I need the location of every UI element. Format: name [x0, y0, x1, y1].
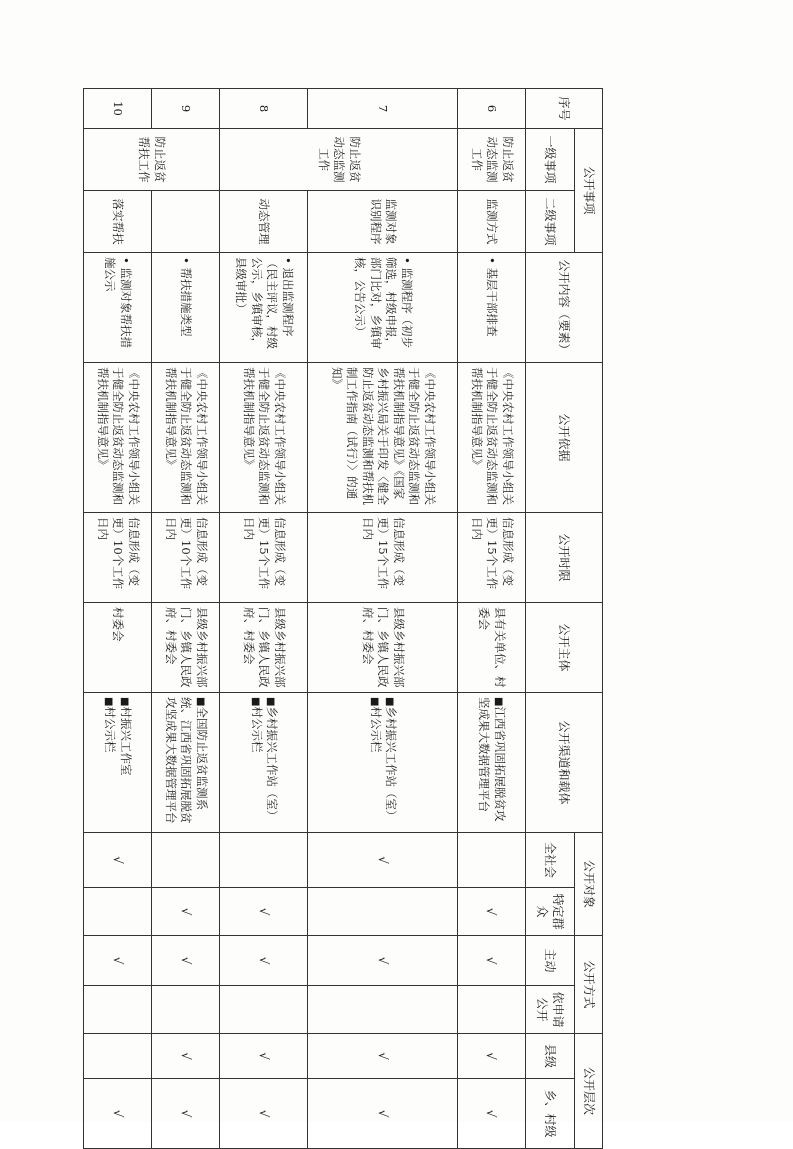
- cell-county: √: [219, 1034, 307, 1079]
- square-bullet-icon: ■: [492, 697, 504, 707]
- cell-level2: [151, 191, 219, 253]
- square-bullet-icon: ■: [119, 697, 130, 707]
- header-level: 公开层次: [575, 1034, 603, 1149]
- header-method-active: 主动: [525, 936, 574, 986]
- cell-level2: 监测方式: [457, 191, 525, 253]
- header-seq: 序号: [525, 89, 602, 129]
- header-channel: 公开渠道和载体: [525, 693, 602, 833]
- header-audience: 公开对象: [575, 833, 603, 936]
- channel-item: ■乡村振兴工作站（室）: [384, 697, 399, 822]
- cell-level2: 动态管理: [219, 191, 307, 253]
- cell-content: • 监测程序（初步筛选，村级申报，部门比对，乡镇审核，公告公示）: [308, 253, 458, 363]
- header-method-request: 依申请公开: [525, 986, 574, 1034]
- cell-level1: 防止返贫动态监测工作: [457, 129, 525, 191]
- header-content: 公开内容（要素）: [525, 253, 602, 363]
- square-bullet-icon: ■: [384, 697, 396, 707]
- rotated-table-wrapper: [83, 88, 603, 1138]
- table-row: [219, 89, 307, 1149]
- cell-seq: 6: [457, 89, 525, 129]
- cell-subject: 县级乡村振兴部门、乡镇人民政府、村委会: [219, 603, 307, 693]
- cell-active: √: [84, 936, 152, 986]
- channel-item: ■全国防止返贫监测系统、江西省巩固拓展脱贫攻坚成果大数据管理平台: [163, 697, 209, 824]
- table-row: [84, 89, 152, 1149]
- cell-village: √: [151, 1079, 219, 1149]
- cell-active: √: [308, 936, 458, 986]
- cell-basis: 《中央农村工作领导小组关于健全防止返贫动态监测和帮扶机制指导意见》《国家乡村振兴局关于印发〈健全防止返贫动态监测和帮扶机制工作指南（试行）〉的通知》: [308, 363, 458, 513]
- cell-seq: 7: [308, 89, 458, 129]
- cell-county: √: [457, 1034, 525, 1079]
- cell-village: √: [84, 1079, 152, 1149]
- cell-content: • 退出监测程序（民主评议，村级公示，乡镇审核，县级审批）: [219, 253, 307, 363]
- header-level2: 二级事项: [525, 191, 574, 253]
- channel-item: ■村公示栏: [103, 697, 118, 753]
- cell-content: • 基层干部排查: [457, 253, 525, 363]
- cell-time-limit: 信息形成（变更）15个工作日内: [219, 513, 307, 603]
- cell-channel: [84, 693, 152, 833]
- header-row-1: [575, 89, 603, 1149]
- square-bullet-icon: ■: [249, 697, 261, 707]
- header-subject: 公开主体: [525, 603, 602, 693]
- header-audience-specific: 特定群众: [525, 888, 574, 936]
- header-level-village: 乡、村级: [525, 1079, 574, 1149]
- cell-level2: 落实帮扶: [84, 191, 152, 253]
- header-basis: 公开依据: [525, 363, 602, 513]
- cell-county: √: [308, 1034, 458, 1079]
- table-row: [457, 89, 525, 1149]
- header-audience-all: 全社会: [525, 833, 574, 888]
- cell-village: √: [219, 1079, 307, 1149]
- cell-basis: 《中央农村工作领导小组关于健全防止返贫动态监测和帮扶机制指导意见》: [219, 363, 307, 513]
- cell-active: √: [219, 936, 307, 986]
- disclosure-table: [83, 88, 603, 1149]
- cell-county: [84, 1034, 152, 1079]
- cell-content: • 帮扶措施类型: [151, 253, 219, 363]
- cell-content: • 监测对象帮扶措施公示: [84, 253, 152, 363]
- channel-item: ■村振兴工作室: [119, 697, 133, 776]
- cell-basis: 《中央农村工作领导小组关于健全防止返贫动态监测和帮扶机制指导意见》: [84, 363, 152, 513]
- cell-audience-all: [457, 833, 525, 888]
- cell-active: √: [151, 936, 219, 986]
- cell-request: [308, 986, 458, 1034]
- cell-county: √: [151, 1034, 219, 1079]
- cell-channel: [219, 693, 307, 833]
- channel-item: ■村公示栏: [368, 697, 383, 753]
- cell-subject: 县级乡村振兴部门、乡镇人民政府、村委会: [308, 603, 458, 693]
- channel-item: ■江西省巩固拓展脱贫攻坚成果大数据管理平台: [477, 697, 507, 822]
- table-row: [308, 89, 458, 1149]
- cell-basis: 《中央农村工作领导小组关于健全防止返贫动态监测和帮扶机制指导意见》: [457, 363, 525, 513]
- cell-audience-specific: [84, 888, 152, 936]
- channel-item: ■乡村振兴工作站（室）: [265, 697, 280, 822]
- square-bullet-icon: ■: [368, 697, 380, 707]
- cell-level1: 防止返贫动态监测工作: [219, 129, 457, 191]
- cell-audience-all: [151, 833, 219, 888]
- cell-audience-specific: √: [151, 888, 219, 936]
- cell-request: [151, 986, 219, 1034]
- header-level1: 一级事项: [525, 129, 574, 191]
- square-bullet-icon: ■: [265, 697, 277, 707]
- header-items: 公开事项: [575, 129, 603, 253]
- cell-time-limit: 信息形成（变更）15个工作日内: [457, 513, 525, 603]
- table-row: [151, 89, 219, 1149]
- square-bullet-icon: ■: [194, 697, 206, 707]
- cell-seq: 9: [151, 89, 219, 129]
- cell-channel: [457, 693, 525, 833]
- cell-audience-all: √: [84, 833, 152, 888]
- cell-audience-specific: √: [219, 888, 307, 936]
- cell-subject: 村委会: [84, 603, 152, 693]
- cell-channel: [308, 693, 458, 833]
- cell-audience-specific: √: [457, 888, 525, 936]
- cell-subject: 县有关单位、村委会: [457, 603, 525, 693]
- square-bullet-icon: ■: [103, 697, 115, 707]
- cell-request: [219, 986, 307, 1034]
- cell-village: √: [308, 1079, 458, 1149]
- cell-audience-specific: [308, 888, 458, 936]
- cell-audience-all: [219, 833, 307, 888]
- cell-request: [457, 986, 525, 1034]
- cell-level1: 防止返贫帮扶工作: [84, 129, 220, 191]
- channel-item: ■村公示栏: [249, 697, 264, 753]
- cell-time-limit: 信息形成（变更）10个工作日内: [151, 513, 219, 603]
- header-time-limit: 公开时限: [525, 513, 602, 603]
- cell-audience-all: √: [308, 833, 458, 888]
- cell-basis: 《中央农村工作领导小组关于健全防止返贫动态监测和帮扶机制指导意见》: [151, 363, 219, 513]
- header-method: 公开方式: [575, 936, 603, 1034]
- cell-channel: [151, 693, 219, 833]
- cell-active: √: [457, 936, 525, 986]
- cell-time-limit: 信息形成（变更）15个工作日内: [308, 513, 458, 603]
- cell-seq: 8: [219, 89, 307, 129]
- cell-subject: 县级乡村振兴部门、乡镇人民政府、村委会: [151, 603, 219, 693]
- cell-request: [84, 986, 152, 1034]
- header-level-county: 县级: [525, 1034, 574, 1079]
- cell-time-limit: 信息形成（变更）10个工作日内: [84, 513, 152, 603]
- cell-village: √: [457, 1079, 525, 1149]
- cell-seq: 10: [84, 89, 152, 129]
- cell-level2: 监测对象识别程序: [308, 191, 458, 253]
